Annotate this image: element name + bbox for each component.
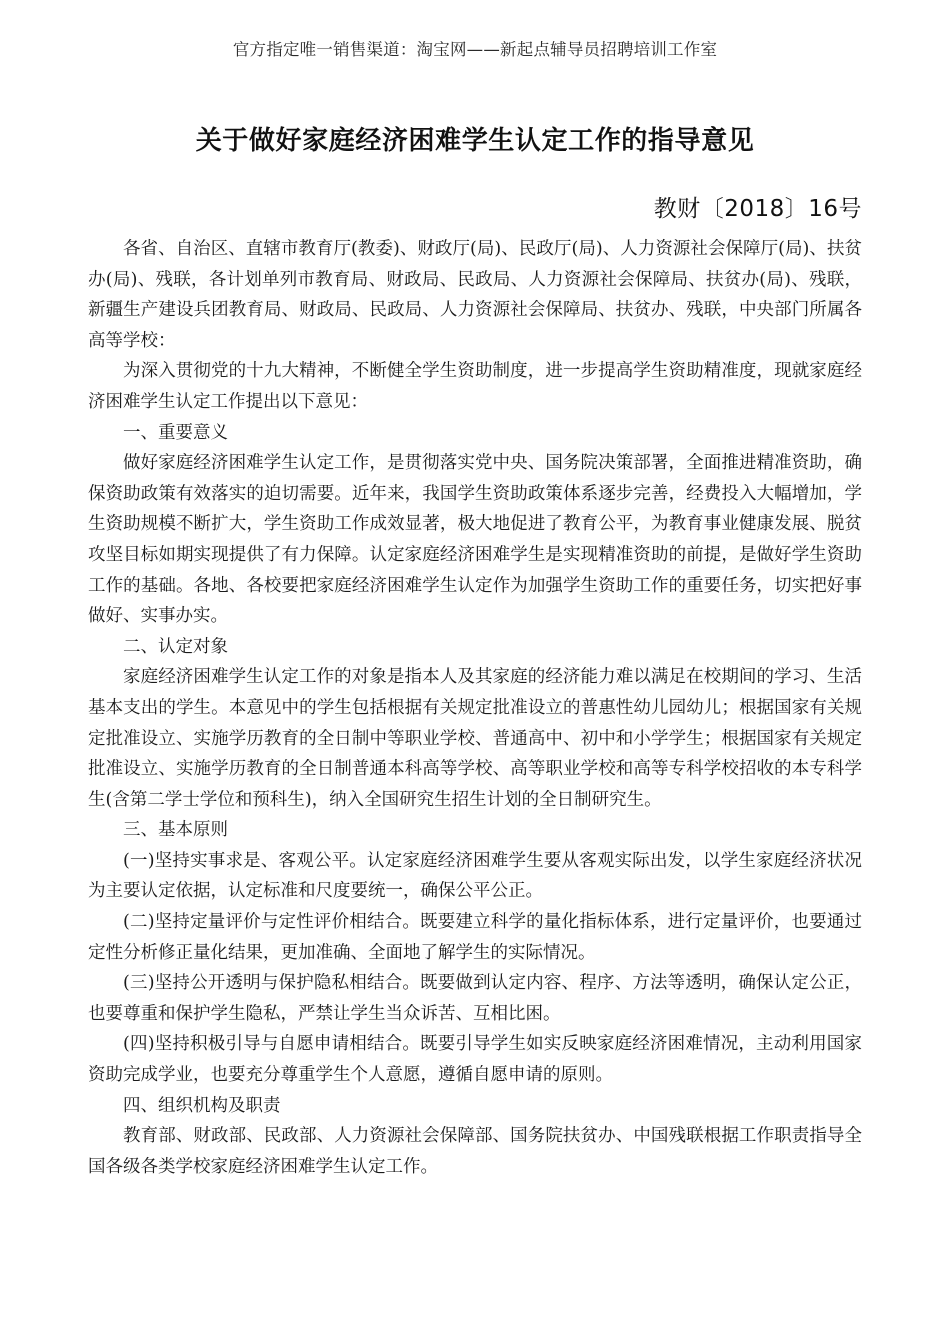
principle-3-paragraph: (三)坚持公开透明与保护隐私相结合。既要做到认定内容、程序、方法等透明，确保认定公正，也要尊重和保护学生隐私，严禁让学生当众诉苦、互相比困。	[88, 973, 862, 1024]
principle-2-paragraph: (二)坚持定量评价与定性评价相结合。既要建立科学的量化指标体系，进行定量评价，也要通过定性分析修正量化结果，更加准确、全面地了解学生的实际情况。	[88, 912, 862, 963]
principle-4-paragraph: (四)坚持积极引导与自愿申请相结合。既要引导学生如实反映家庭经济困难情况，主动利用国家资助完成学业，也要充分尊重学生个人意愿，遵循自愿申请的原则。	[88, 1034, 862, 1086]
document-body	[88, 234, 862, 1182]
document-number: 教财〔2018〕16号	[653, 196, 862, 222]
document-title: 关于做好家庭经济困难学生认定工作的指导意见	[195, 126, 755, 156]
target-paragraph: 家庭经济困难学生认定工作的对象是指本人及其家庭的经济能力难以满足在校期间的学习、生活基本支出的学生。本意见中的学生包括根据有关规定批准设立的普惠性幼儿园幼儿；根据国家有关规定批准设立、实施学历教育的全日制中等职业学校、普通高中、初中和小学学生；根据国家有关规定批准设立、实施学历教育的全日制普通本科高等学校、高等职业学校和高等专科学校招收的本专科学生(含第二学士学位和预科生)，纳入全国研究生招生计划的全日制研究生。	[88, 667, 862, 810]
section-heading-target: 二、认定对象	[123, 636, 228, 657]
organization-paragraph: 教育部、财政部、民政部、人力资源社会保障部、国务院扶贫办、中国残联根据工作职责指导全国各级各类学校家庭经济困难学生认定工作。	[88, 1126, 862, 1177]
significance-paragraph: 做好家庭经济困难学生认定工作，是贯彻落实党中央、国务院决策部署，全面推进精准资助，确保资助政策有效落实的迫切需要。近年来，我国学生资助政策体系逐步完善，经费投入大幅增加，学生资助规模不断扩大，学生资助工作成效显著，极大地促进了教育公平，为教育事业健康发展、脱贫攻坚目标如期实现提供了有力保障。认定家庭经济困难学生是实现精准资助的前提，是做好学生资助工作的基础。各地、各校要把家庭经济困难学生认定作为加强学生资助工作的重要任务，切实把好事做好、实事办实。	[88, 453, 862, 627]
principle-1-paragraph: (一)坚持实事求是、客观公平。认定家庭经济困难学生要从客观实际出发，以学生家庭经济状况为主要认定依据，认定标准和尺度要统一，确保公平公正。	[88, 850, 862, 902]
salutation-paragraph: 各省、自治区、直辖市教育厅(教委)、财政厅(局)、民政厅(局)、人力资源社会保障厅(局)、扶贫办(局)、残联，各计划单列市教育局、财政局、民政局、人力资源社会保障局、扶贫办(局)、残联，新疆生产建设兵团教育局、财政局、民政局、人力资源社会保障局、扶贫办、残联，中央部门所属各高等学校：	[88, 239, 862, 351]
section-heading-organization: 四、组织机构及职责	[123, 1095, 281, 1116]
sales-channel-banner: 官方指定唯一销售渠道：淘宝网——新起点辅导员招聘培训工作室	[232, 40, 718, 59]
section-heading-principles: 三、基本原则	[123, 820, 228, 841]
section-heading-significance: 一、重要意义	[123, 422, 228, 443]
intro-paragraph: 为深入贯彻党的十九大精神，不断健全学生资助制度，进一步提高学生资助精准度，现就家庭经济困难学生认定工作提出以下意见：	[88, 361, 862, 412]
